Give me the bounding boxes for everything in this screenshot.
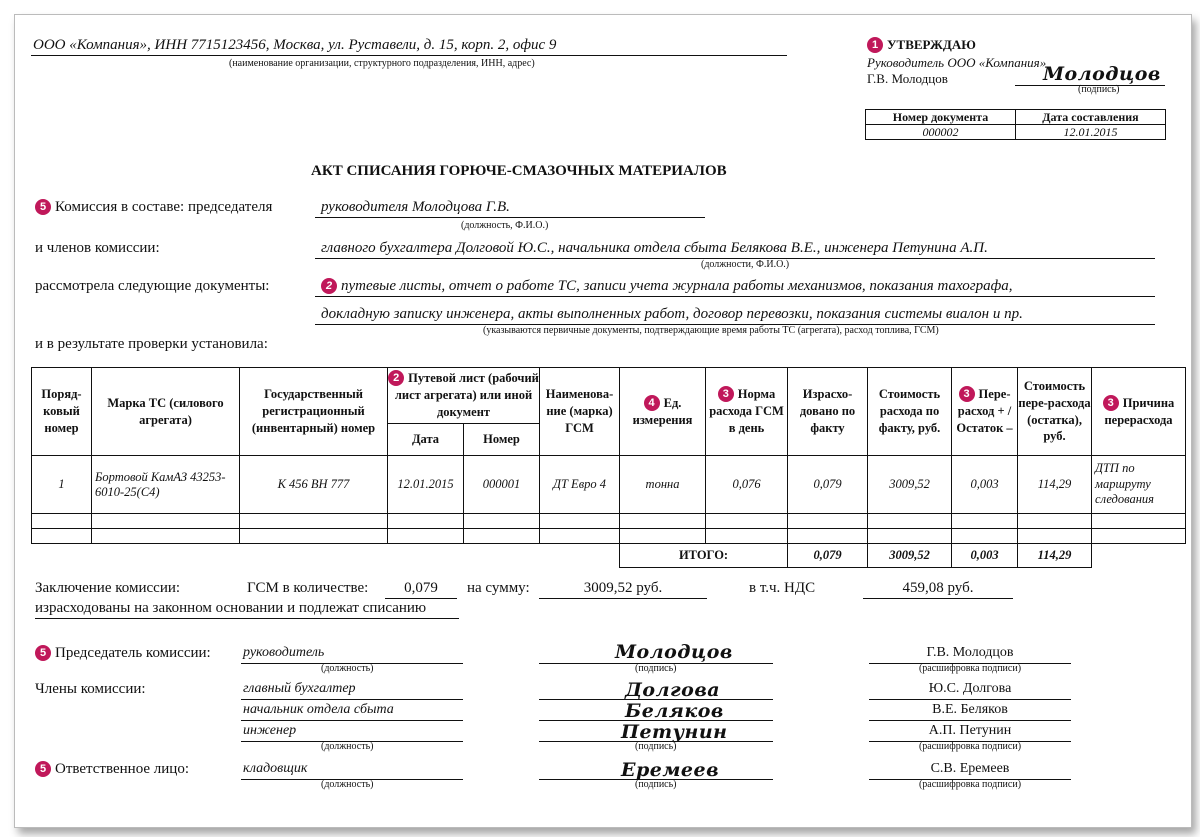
th-brand: Марка ТС (силового агрегата)	[92, 368, 240, 456]
cell-spent: 0,079	[788, 456, 868, 514]
cap-position: (должность)	[321, 741, 374, 752]
table-row	[32, 456, 1186, 514]
total-over-cost: 114,29	[1018, 544, 1092, 568]
sig-member-2-signature: Беляков	[625, 700, 724, 722]
qty-value: 0,079	[404, 580, 438, 596]
th-number: Номер	[464, 424, 540, 456]
sum-value: 3009,52 руб.	[583, 580, 663, 596]
th-reason: 3 Причина перерасхода	[1092, 368, 1186, 456]
sig-member-1-signature: Долгова	[625, 679, 721, 701]
approval-signature: Молодцов	[1043, 63, 1161, 85]
docno-header-date: Дата составления	[1016, 110, 1166, 125]
sig-member-1-position: главный бухгалтер	[243, 681, 356, 696]
sig-members-label: Члены комиссии:	[35, 681, 146, 697]
vat-value: 459,08 руб.	[902, 580, 974, 596]
sig-responsible-signature: Еремеев	[621, 759, 720, 781]
document-sheet	[14, 14, 1192, 828]
members-caption: (должности, Ф.И.О.)	[701, 259, 790, 270]
cell-cost: 3009,52	[868, 456, 952, 514]
sig-chair-position: руководитель	[243, 645, 325, 660]
marker-2-icon: 2	[321, 278, 337, 294]
gsm-table	[31, 367, 1186, 568]
cell-date: 12.01.2015	[388, 456, 464, 514]
th-fuel: Наименова-ние (марка) ГСМ	[540, 368, 620, 456]
cell-over: 0,003	[952, 456, 1018, 514]
commission-chair-label: 5 Комиссия в составе: председателя	[35, 199, 272, 216]
cell-num: 1	[32, 456, 92, 514]
vat-label: в т.ч. НДС	[749, 580, 816, 596]
cap-signature: (подпись)	[635, 663, 677, 674]
conclusion-text: израсходованы на законном основании и подлежат списанию	[35, 600, 427, 616]
marker-5-icon: 5	[35, 761, 51, 777]
sig-member-3-name: А.П. Петунин	[928, 723, 1012, 738]
commission-members-label: и членов комиссии:	[35, 240, 160, 256]
org-underline	[31, 55, 787, 56]
th-norm: 3 Норма расхода ГСМ в день	[706, 368, 788, 456]
cap-decode: (расшифровка подписи)	[918, 741, 1022, 752]
th-num: Поряд-ковый номер	[32, 368, 92, 456]
sig-chair-name: Г.В. Молодцов	[926, 645, 1014, 660]
total-label: ИТОГО:	[620, 544, 788, 568]
document-title: АКТ СПИСАНИЯ ГОРЮЧЕ-СМАЗОЧНЫХ МАТЕРИАЛОВ	[311, 163, 727, 179]
docs-value-1: 2 путевые листы, отчет о работе ТС, записи учета журнала работы механизмов, показания тахографа,	[321, 278, 1013, 295]
sig-chair-signature: Молодцов	[615, 641, 733, 663]
cell-norm: 0,076	[706, 456, 788, 514]
cell-reason: ДТП по маршруту следования	[1092, 456, 1186, 514]
total-cost: 3009,52	[868, 544, 952, 568]
marker-2-icon: 2	[388, 370, 404, 386]
total-over: 0,003	[952, 544, 1018, 568]
docs-underline-1	[315, 296, 1155, 297]
sig-responsible-position: кладовщик	[243, 761, 308, 776]
cell-over-cost: 114,29	[1018, 456, 1092, 514]
chair-underline	[315, 217, 705, 218]
cap-signature: (подпись)	[635, 779, 677, 790]
sig-member-2-name: В.Е. Беляков	[932, 702, 1008, 717]
cap-position: (должность)	[321, 663, 374, 674]
sig-member-3-signature: Петунин	[621, 721, 728, 743]
commission-chair-value: руководителя Молодцова Г.В.	[321, 199, 510, 215]
docno-value-date: 12.01.2015	[1016, 125, 1166, 140]
table-row-empty	[32, 529, 1186, 544]
cell-number: 000001	[464, 456, 540, 514]
marker-4-icon: 4	[644, 395, 660, 411]
th-over-cost: Стоимость пере-расхода (остатка), руб.	[1018, 368, 1092, 456]
marker-3-icon: 3	[959, 386, 975, 402]
approval-title: 1 УТВЕРЖДАЮ	[867, 37, 976, 53]
sig-member-1-name: Ю.С. Долгова	[928, 681, 1012, 696]
docs-caption: (указываются первичные документы, подтверждающие время работы ТС (агрегата), расход топлива, ГСМ)	[483, 325, 939, 336]
th-date: Дата	[388, 424, 464, 456]
approval-position: Руководитель ООО «Компания»	[867, 55, 1047, 70]
docs-label: рассмотрела следующие документы:	[35, 278, 270, 294]
sig-chair-label: 5 Председатель комиссии:	[35, 645, 211, 662]
marker-5-icon: 5	[35, 645, 51, 661]
th-reg: Государственный регистрационный (инвентарный) номер	[240, 368, 388, 456]
marker-5-icon: 5	[35, 199, 51, 215]
total-spent: 0,079	[788, 544, 868, 568]
cap-decode: (расшифровка подписи)	[918, 779, 1022, 790]
approval-sign-caption: (подпись)	[1078, 84, 1120, 95]
table-row-empty	[32, 514, 1186, 529]
approval-name: Г.В. Молодцов	[867, 71, 948, 86]
docno-header-number: Номер документа	[866, 110, 1016, 125]
cap-decode: (расшифровка подписи)	[918, 663, 1022, 674]
cap-signature: (подпись)	[635, 741, 677, 752]
sig-responsible-name: С.В. Еремеев	[930, 761, 1010, 776]
sig-member-2-position: начальник отдела сбыта	[243, 702, 394, 717]
th-spent: Израсхо-довано по факту	[788, 368, 868, 456]
commission-members-value: главного бухгалтера Долговой Ю.С., начальника отдела сбыта Белякова В.Е., инженера Петунина А.П.	[321, 240, 988, 256]
chair-caption: (должность, Ф.И.О.)	[461, 220, 549, 231]
sum-label: на сумму:	[467, 580, 530, 596]
doc-number-table	[865, 109, 1166, 140]
table-total-row	[32, 544, 1186, 568]
sig-member-3-position: инженер	[243, 723, 297, 738]
org-caption: (наименование организации, структурного подразделения, ИНН, адрес)	[229, 58, 535, 69]
th-waybill: 2 Путевой лист (рабочий лист агрегата) или иной документ	[388, 368, 540, 424]
cell-brand: Бортовой КамАЗ 43253-6010-25(С4)	[92, 456, 240, 514]
org-name: ООО «Компания», ИНН 7715123456, Москва, ул. Руставели, д. 15, корп. 2, офис 9	[33, 37, 557, 53]
conclusion-label: Заключение комиссии:	[35, 580, 181, 596]
th-cost: Стоимость расхода по факту, руб.	[868, 368, 952, 456]
cap-position: (должность)	[321, 779, 374, 790]
cell-unit: тонна	[620, 456, 706, 514]
cell-fuel: ДТ Евро 4	[540, 456, 620, 514]
marker-3-icon: 3	[718, 386, 734, 402]
marker-3-icon: 3	[1103, 395, 1119, 411]
sig-responsible-label: 5 Ответственное лицо:	[35, 761, 189, 778]
th-unit: 4 Ед. измерения	[620, 368, 706, 456]
qty-label: ГСМ в количестве:	[247, 580, 369, 596]
docno-value-number: 000002	[866, 125, 1016, 140]
result-label: и в результате проверки установила:	[35, 336, 268, 352]
docs-value-2: докладную записку инженера, акты выполненных работ, договор перевозки, показания системы виалон и пр.	[321, 306, 1023, 322]
cell-reg: К 456 ВН 777	[240, 456, 388, 514]
marker-1-icon: 1	[867, 37, 883, 53]
th-over: 3 Пере-расход + / Остаток –	[952, 368, 1018, 456]
